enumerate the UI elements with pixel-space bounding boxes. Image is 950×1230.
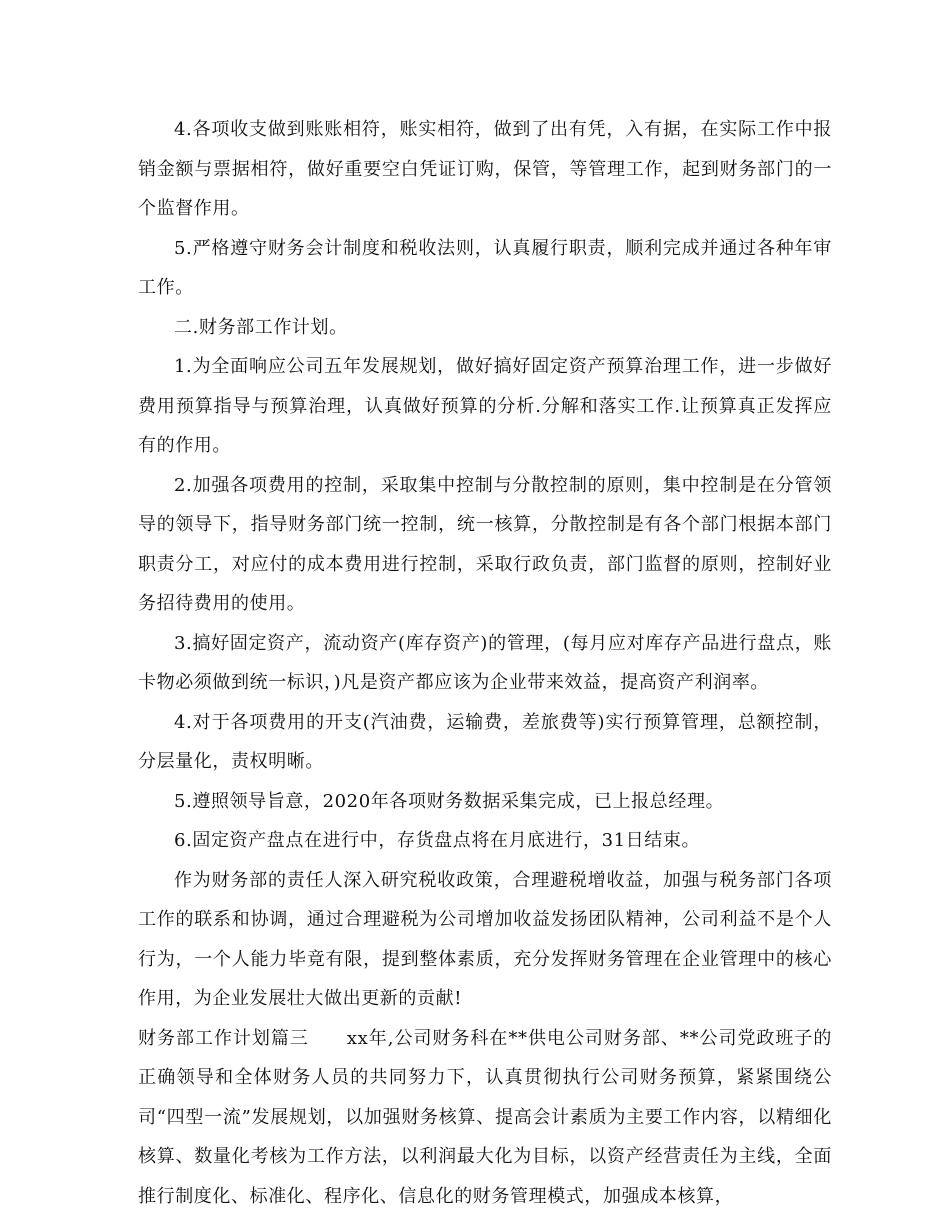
document-body	[138, 110, 832, 1216]
paragraph-tax-policy: 作为财务部的责任人深入研究税收政策，合理避税增收益，加强与税务部门各项工作的联系和协调，通过合理避税为公司增加收益发扬团队精神，公司利益不是个人行为，一个人能力毕竟有限，提到整体素质，充分发挥财务管理在企业管理中的核心作用，为企业发展壮大做出更新的贡献!	[138, 869, 832, 1009]
section-heading-work-plan: 二.财务部工作计划。	[174, 316, 348, 338]
paragraph-plan-6-inventory: 6.固定资产盘点在进行中，存货盘点将在月底进行，31日结束。	[174, 830, 701, 851]
paragraph-plan-1-budget: 1.为全面响应公司五年发展规划，做好搞好固定资产预算治理工作，进一步做好费用预算指导与预算治理，认真做好预算的分析.分解和落实工作.让预算真正发挥应有的作用。	[138, 356, 832, 456]
paragraph-plan-part-three: 财务部工作计划篇三 xx年,公司财务科在**供电公司财务部、**公司党政班子的正确领导和全体财务人员的共同努力下，认真贯彻执行公司财务预算，紧紧围绕公司“四型一流”发展规划，以加强财务核算、提高会计素质为主要工作内容，以精细化核算、数量化考核为工作方法，以利润最大化为目标，以资产经营责任为主线，全面推行制度化、标准化、程序化、信息化的财务管理模式，加强成本核算，	[138, 1027, 832, 1207]
paragraph-item-5-compliance: 5.严格遵守财务会计制度和税收法则，认真履行职责，顺利完成并通过各种年审工作。	[138, 237, 832, 298]
paragraph-plan-3-assets: 3.搞好固定资产，流动资产(库存资产)的管理，(每月应对库存产品进行盘点，账卡物必须做到统一标识，)凡是资产都应该为企业带来效益，提高资产利润率。	[138, 632, 832, 693]
paragraph-plan-4-expenses: 4.对于各项费用的开支(汽油费，运输费，差旅费等)实行预算管理，总额控制，分层量化，责权明晰。	[138, 711, 832, 772]
paragraph-item-4-reconciliation: 4.各项收支做到账账相符，账实相符，做到了出有凭，入有据，在实际工作中报销金额与票据相符，做好重要空白凭证订购，保管，等管理工作，起到财务部门的一个监督作用。	[138, 119, 832, 219]
paragraph-plan-5-data-collection: 5.遵照领导旨意，2020年各项财务数据采集完成，已上报总经理。	[174, 790, 725, 812]
paragraph-plan-2-cost-control: 2.加强各项费用的控制，采取集中控制与分散控制的原则，集中控制是在分管领导的领导下，指导财务部门统一控制，统一核算，分散控制是有各个部门根据本部门职责分工，对应付的成本费用进行控制，采取行政负责，部门监督的原则，控制好业务招待费用的使用。	[138, 474, 832, 614]
